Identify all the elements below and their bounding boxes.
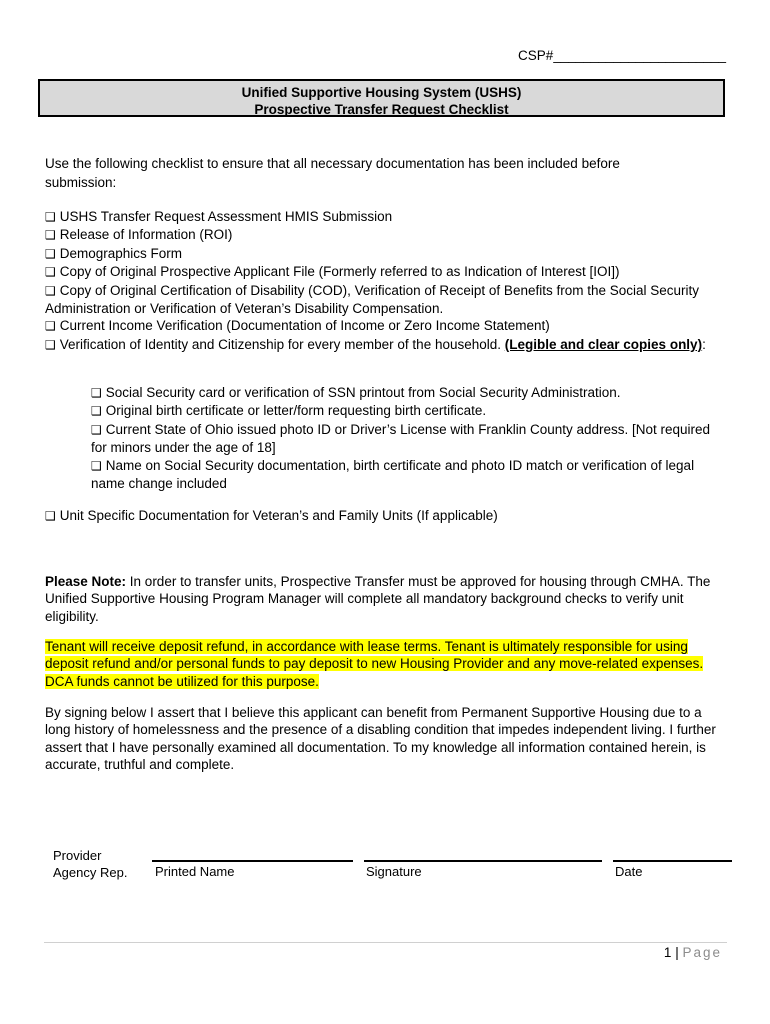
- checklist-item-label: USHS Transfer Request Assessment HMIS Submission: [59, 209, 393, 224]
- signature-label: Signature: [366, 864, 422, 879]
- printed-name-line[interactable]: [152, 860, 353, 862]
- highlighted-text: Tenant will receive deposit refund, in accordance with lease terms. Tenant is ultimately responsible for using deposit refund and/or personal funds to pay deposit to new Housing Provider and any move-related expenses. DCA funds cannot be utilized for this purpose.: [45, 639, 704, 689]
- please-note-paragraph: [45, 573, 730, 625]
- checkbox-icon[interactable]: ❑: [91, 386, 102, 400]
- checklist-item-label: Current Income Verification (Documentation of Income or Zero Income Statement): [59, 318, 550, 334]
- printed-name-label: Printed Name: [155, 864, 235, 879]
- checkbox-icon[interactable]: ❑: [45, 246, 56, 261]
- title-line-1: Unified Supportive Housing System (USHS): [241, 85, 522, 100]
- checkbox-icon[interactable]: ❑: [45, 319, 56, 334]
- checkbox-icon[interactable]: ❑: [91, 458, 102, 473]
- date-label: Date: [615, 864, 643, 879]
- assertion-paragraph: By signing below I assert that I believe this applicant can benefit from Permanent Supportive Housing due to a long history of homelessness and the presence of a disabling condition that impedes independent living. I further assert that I have personally examined all documentation. To my knowledge all information contained herein, is accurate, truthful and complete.: [45, 705, 716, 773]
- checkbox-icon[interactable]: ❑: [45, 509, 56, 523]
- sublist-item: [91, 384, 721, 402]
- page-separator: |: [675, 945, 679, 960]
- checklist-item: [45, 226, 725, 244]
- checklist-item-label: Unit Specific Documentation for Veteran’s and Family Units (If applicable): [59, 508, 498, 523]
- checkbox-icon[interactable]: ❑: [91, 422, 102, 437]
- checklist-item: [45, 282, 725, 318]
- provider-label-line-1: Provider: [53, 848, 102, 863]
- checkbox-icon[interactable]: ❑: [45, 283, 56, 298]
- footer-divider: [44, 942, 727, 943]
- checklist-item-label: Copy of Original Certification of Disability (COD), Verification of Receipt of Benefits from the Social Security Administration or Verification of Veteran’s Disability Compensation.: [45, 282, 700, 317]
- checkbox-icon[interactable]: ❑: [45, 337, 56, 352]
- checklist-item-identity: [45, 336, 725, 354]
- page-number: [664, 945, 722, 960]
- checklist-item-label: Release of Information (ROI): [59, 227, 233, 243]
- checkbox-icon[interactable]: ❑: [45, 265, 56, 280]
- sublist-item-label: Original birth certificate or letter/form requesting birth certificate.: [105, 403, 487, 419]
- deposit-refund-notice: [45, 638, 730, 690]
- checklist-item-unit: [45, 507, 725, 525]
- checklist-item-label: Verification of Identity and Citizenship for every member of the household.: [59, 336, 505, 352]
- identity-sublist: [91, 384, 721, 492]
- checklist-item-label: Demographics Form: [59, 245, 183, 261]
- sublist-item: [91, 421, 721, 457]
- document-title-box: [38, 79, 725, 117]
- intro-text: Use the following checklist to ensure that all necessary documentation has been included before submission:: [45, 156, 620, 190]
- date-line[interactable]: [613, 860, 732, 862]
- checkbox-icon[interactable]: ❑: [45, 228, 56, 243]
- checkbox-icon[interactable]: ❑: [45, 210, 56, 224]
- signature-line[interactable]: [364, 860, 602, 862]
- checklist-item: [45, 245, 725, 263]
- sublist-item-label: Social Security card or verification of SSN printout from Social Security Administration.: [105, 385, 621, 400]
- sublist-item-label: Name on Social Security documentation, birth certificate and photo ID match or verification of legal name change included: [91, 457, 695, 492]
- checklist-item: [45, 317, 725, 335]
- sublist-item-label: Current State of Ohio issued photo ID or Driver’s License with Franklin County address. [Not required for minors under the age of 18]: [91, 421, 711, 456]
- page-number-value: 1: [663, 945, 672, 960]
- identity-suffix: :: [702, 336, 706, 352]
- provider-label: [53, 847, 127, 881]
- checkbox-icon[interactable]: ❑: [91, 404, 102, 419]
- checklist: [45, 208, 725, 354]
- title-line-2: Prospective Transfer Request Checklist: [254, 102, 509, 117]
- csp-number-field: CSP#_______________________: [518, 48, 726, 63]
- provider-label-line-2: Agency Rep.: [53, 865, 128, 880]
- page-word: Page: [682, 945, 722, 960]
- legible-copies-emphasis: (Legible and clear copies only): [504, 336, 703, 352]
- please-note-label: Please Note:: [45, 574, 127, 589]
- sublist-item: [91, 402, 721, 420]
- checklist-item: [45, 263, 725, 281]
- checklist-item: [45, 208, 725, 226]
- sublist-item: [91, 457, 721, 493]
- checklist-item-label: Copy of Original Prospective Applicant File (Formerly referred to as Indication of Interest [IOI]): [59, 264, 620, 280]
- please-note-text: In order to transfer units, Prospective Transfer must be approved for housing through CMHA. The Unified Supportive Housing Program Manager will complete all mandatory background checks to verify unit eligibility.: [45, 574, 711, 624]
